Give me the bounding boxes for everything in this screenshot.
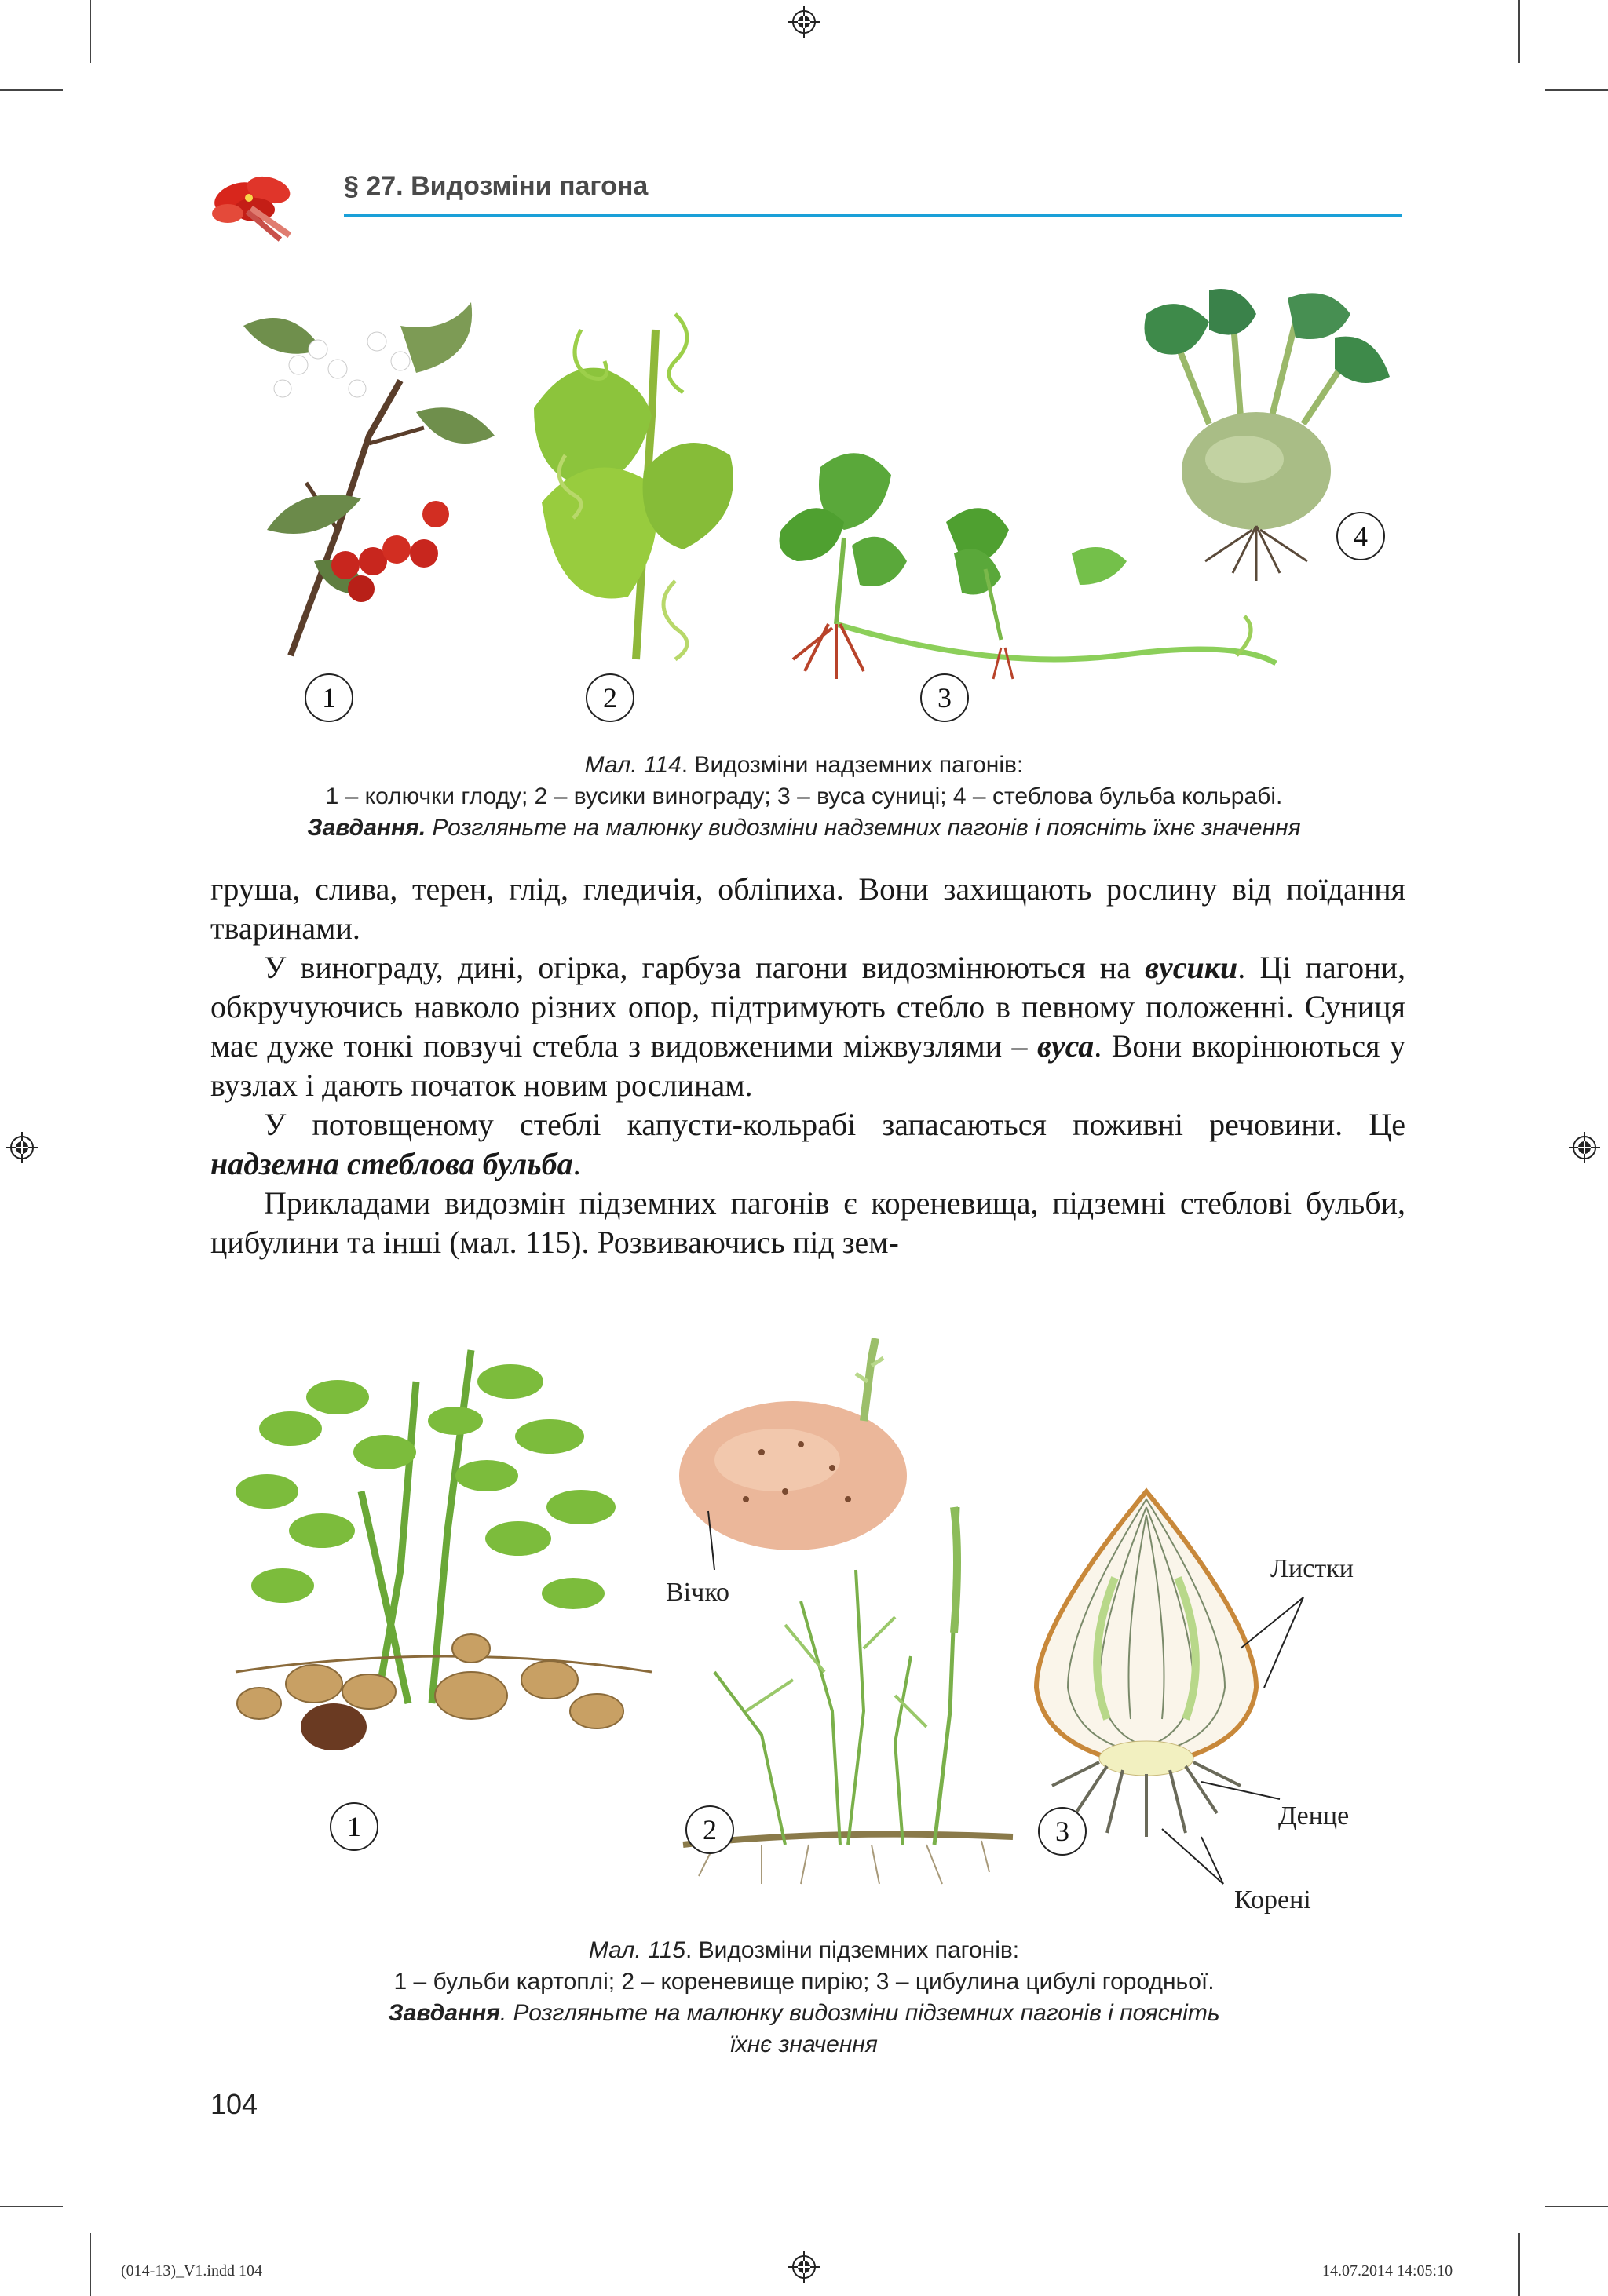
caption-items: 1 – колючки глоду; 2 – вусики винограду; 3 – вуса суниці; 4 – стеблова бульба кольрабі. — [325, 783, 1283, 809]
figure-number-circle: 4 — [1336, 512, 1385, 560]
crop-mark — [0, 2206, 63, 2207]
page-number: 104 — [210, 2088, 258, 2120]
crop-mark — [1545, 89, 1608, 91]
figure-number-circle: 1 — [330, 1802, 378, 1851]
onion-bulb-illustration — [1021, 1484, 1272, 1860]
figure-number-circle: 3 — [920, 673, 969, 722]
registration-mark-icon — [1569, 1132, 1600, 1163]
registration-mark-icon — [788, 2251, 820, 2283]
caption-figure-ref: Мал. 115 — [588, 1937, 685, 1963]
term: вусики — [1145, 950, 1238, 985]
task-label: Завдання. — [307, 815, 426, 841]
crop-mark — [1518, 0, 1520, 63]
potato-plant-illustration — [220, 1334, 667, 1774]
registration-mark-icon — [6, 1132, 38, 1163]
paragraph: груша, слива, терен, глід, гледичія, обліпиха. Вони захищають рослину від поїдання тваринами. — [210, 871, 1405, 946]
label-leaves: Листки — [1270, 1554, 1354, 1583]
figure-number-circle: 2 — [586, 673, 634, 722]
text-run: У винограду, дині, огірка, гарбуза пагони видозмінюються на — [264, 950, 1146, 985]
registration-mark-icon — [788, 6, 820, 38]
hawthorn-illustration — [220, 294, 502, 671]
footer-date: 14.07.2014 14:05:10 — [1322, 2262, 1453, 2280]
header-rule — [344, 214, 1402, 217]
footer-file: (014-13)_V1.indd 104 — [121, 2262, 262, 2280]
text-run: У потовщеному стеблі капусти-кольрабі запасаються поживні речовини. Це — [264, 1107, 1405, 1142]
grape-tendril-illustration — [518, 298, 754, 667]
body-text — [210, 870, 1405, 1262]
figure-114-caption — [157, 750, 1451, 844]
task-text: . Розгляньте на малюнку видозміни підземних пагонів і поясніть — [499, 2000, 1220, 2026]
figure-number-circle: 2 — [685, 1805, 734, 1854]
label-roots: Корені — [1234, 1885, 1311, 1915]
crop-mark — [0, 89, 63, 91]
task-text: Розгляньте на малюнку видозміни надземних пагонів і поясніть їхнє значення — [426, 815, 1301, 841]
term: вуса — [1036, 1028, 1095, 1064]
label-eye: Вічко — [666, 1578, 730, 1607]
figure-115-caption — [157, 1935, 1451, 2061]
paragraph — [210, 948, 1405, 1105]
caption-items: 1 – бульби картоплі; 2 – кореневище пирію; 3 – цибулина цибулі городньої. — [393, 1969, 1215, 1995]
figure-number-circle: 1 — [305, 673, 353, 722]
label-base: Денце — [1278, 1801, 1350, 1831]
task-text: їхнє значення — [730, 2031, 878, 2057]
crop-mark — [1518, 2233, 1520, 2296]
crop-mark — [90, 0, 91, 63]
flower-logo-icon — [206, 166, 308, 245]
text-run: . Ці пагони, обкручуючись навколо різних опор, підтримують стебло в певному положенні. Суниця має дуже тонкі повзучі стебла з видовженими міжвузлями – — [210, 950, 1405, 1064]
caption-title: . Видозміни підземних пагонів: — [685, 1937, 1020, 1963]
crop-mark — [1545, 2206, 1608, 2207]
term: надземна стеблова бульба — [210, 1146, 573, 1181]
crop-mark — [90, 2233, 91, 2296]
paragraph — [210, 1105, 1405, 1184]
text-run: . — [572, 1146, 581, 1181]
figure-number-circle: 3 — [1038, 1807, 1087, 1856]
section-title: § 27. Видозміни пагона — [344, 171, 649, 201]
caption-title: . Видозміни надземних пагонів: — [681, 752, 1024, 778]
caption-figure-ref: Мал. 114 — [584, 752, 682, 778]
task-label: Завдання — [388, 2000, 500, 2026]
text-run: . Вони вкорінюються у вузлах і дають початок новим рослинам. — [210, 1028, 1405, 1103]
paragraph: Прикладами видозмін підземних пагонів є кореневища, підземні стеблові бульби, цибулини та інші (мал. 115). Розвиваючись під зем- — [210, 1185, 1405, 1260]
